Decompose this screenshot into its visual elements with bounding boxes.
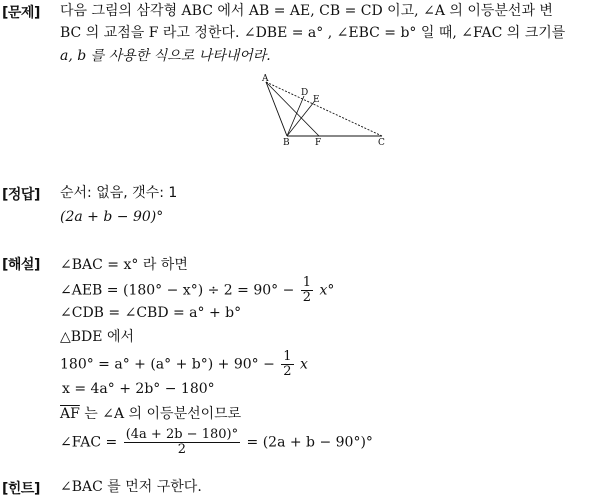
answer-line-2: (2a + b − 90)°: [60, 209, 164, 225]
solution-line-5: [60, 350, 308, 379]
solution-line-7-text: 는 ∠A 의 이등분선이므로: [79, 406, 242, 422]
label-E: E: [313, 95, 320, 105]
answer-line-1: 순서: 없음, 갯수: 1: [60, 185, 178, 201]
fraction-half-1: [301, 276, 313, 305]
problem-tag: [문제]: [2, 5, 40, 21]
fraction-numerator: (4a + 2b − 180)°: [125, 427, 239, 442]
solution-line-8-rhs: = (2a + b − 90°)°: [246, 434, 373, 451]
label-C: C: [378, 138, 385, 148]
solution-line-8-lhs: ∠FAC =: [60, 434, 118, 451]
hint-line-1: ∠BAC 를 먼저 구한다.: [60, 479, 202, 495]
fraction-half-2: [281, 350, 293, 379]
problem-line-3: a, b 를 사용한 식으로 나타내어라.: [60, 48, 271, 64]
label-B: B: [283, 138, 290, 148]
solution-tag: [해설]: [2, 257, 40, 273]
problem-line-2: BC 의 교점을 F 라고 정한다. ∠DBE = a° , ∠EBC = b° 일 때, ∠FAC 의 크기를: [60, 25, 566, 41]
solution-line-7: [60, 405, 241, 423]
solution-line-2-lhs: ∠AEB = (180° − x°) ÷ 2 = 90° −: [60, 282, 295, 299]
fraction-numerator: 1: [302, 275, 312, 290]
solution-line-1: ∠BAC = x° 라 하면: [60, 257, 188, 273]
solution-line-4: △BDE 에서: [60, 329, 134, 345]
fraction-denominator: 2: [177, 442, 187, 457]
solution-line-5-lhs: 180° = a° + (a° + b°) + 90° −: [60, 356, 275, 373]
solution-line-5-rhs: x: [300, 356, 308, 373]
fraction-numerator: 1: [283, 349, 292, 364]
label-D: D: [301, 88, 309, 98]
solution-line-3: ∠CDB = ∠CBD = a° + b°: [60, 305, 242, 321]
fraction-denominator: 2: [283, 364, 292, 379]
fraction-fac: [124, 428, 240, 457]
solution-line-2-rhs: x°: [319, 282, 335, 299]
segment-AF-label: $\overline{AF}$: [60, 406, 80, 422]
solution-line-8: [60, 428, 373, 457]
segment-AB: [266, 82, 287, 136]
segment-BD: [287, 96, 304, 136]
answer-tag: [정답]: [2, 187, 40, 203]
label-A: A: [262, 74, 269, 84]
fraction-denominator: 2: [302, 290, 312, 305]
label-F: F: [315, 138, 322, 148]
triangle-figure: [258, 72, 394, 148]
solution-line-6: x = 4a° + 2b° − 180°: [62, 381, 215, 397]
solution-line-2: [60, 276, 334, 305]
hint-tag: [힌트]: [2, 481, 40, 497]
problem-line-1: 다음 그림의 삼각형 ABC 에서 AB = AE, CB = CD 이고, ∠A 의 이등분선과 변: [60, 3, 553, 19]
segment-AF: [266, 82, 319, 136]
